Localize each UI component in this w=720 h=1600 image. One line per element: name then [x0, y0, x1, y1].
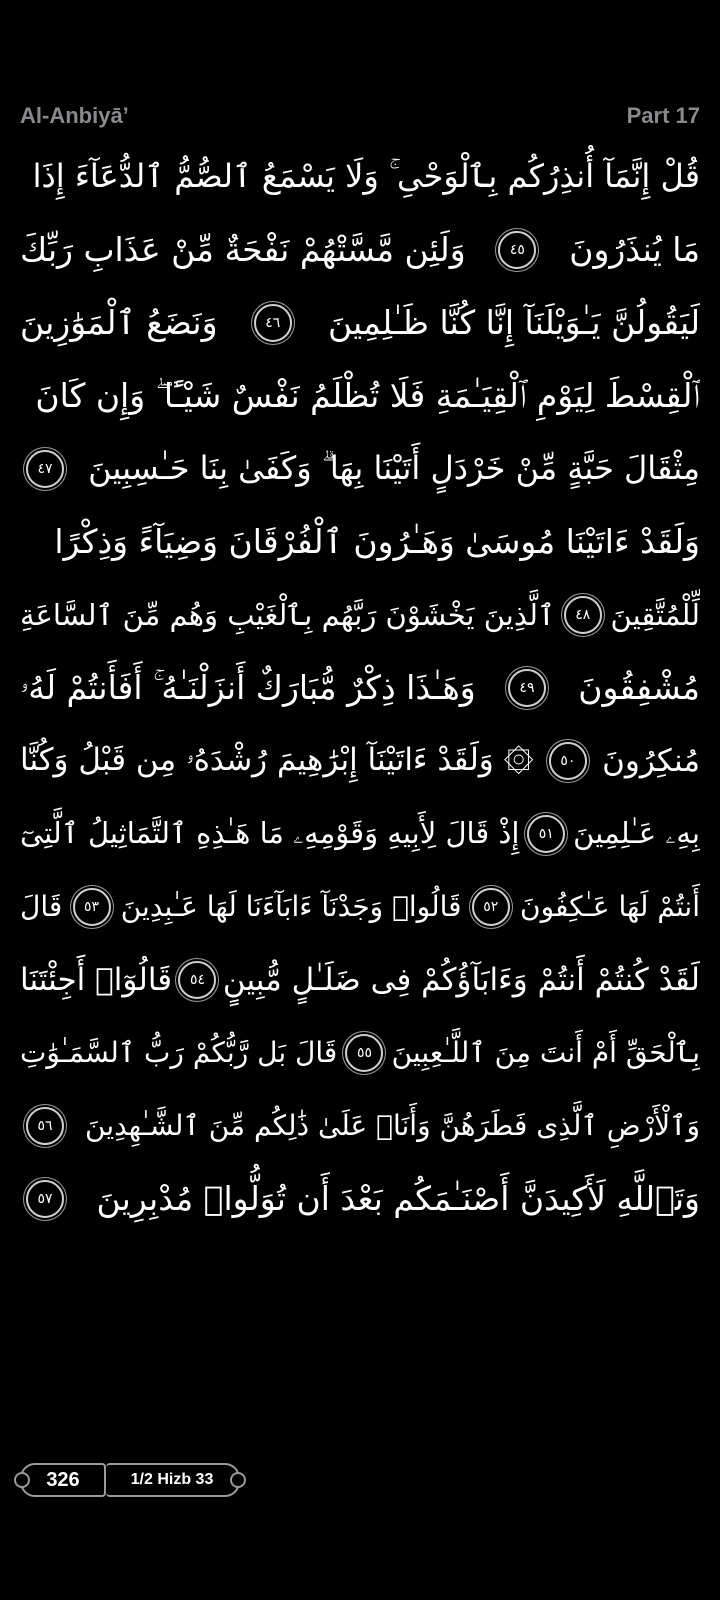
- verse-line: [20, 870, 700, 943]
- verse-line: [20, 286, 700, 359]
- verse-text: ۞ وَلَقَدْ ءَاتَيْنَآ إِبْرَٰهِيمَ رُشْدَهُۥ مِن قَبْلُ وَكُنَّا: [20, 742, 534, 778]
- verse-text: لِّلْمُتَّقِينَ: [610, 597, 700, 632]
- ayah-number-marker[interactable]: ٤٦: [254, 304, 292, 342]
- quran-page-text: [20, 140, 700, 1235]
- ayah-number-marker[interactable]: ٥١: [527, 815, 565, 853]
- verse-line: [20, 943, 700, 1016]
- verse-text: بِهِۦ عَـٰلِمِينَ: [573, 816, 700, 850]
- ayah-number-marker[interactable]: ٤٩: [508, 669, 546, 707]
- ayah-number-marker[interactable]: ٥٢: [472, 888, 510, 926]
- verse-text: وَلَئِن مَّسَّتْهُمْ نَفْحَةٌ مِّنْ عَذَابِ رَبِّكَ: [20, 230, 466, 269]
- verse-text: لَيَقُولُنَّ يَـٰوَيْلَنَآ إِنَّا كُنَّا ظَـٰلِمِينَ: [327, 303, 700, 342]
- hizb-badge: [106, 1463, 240, 1497]
- verse-text: وَهَـٰذَا ذِكْرٌ مُّبَارَكٌ أَنزَلْنَـٰهُ ۚ أَفَأَنتُمْ لَهُۥ: [20, 667, 476, 707]
- ayah-number-marker[interactable]: ٥٣: [73, 888, 111, 926]
- surah-name: Al-Anbiyā’: [20, 103, 129, 128]
- verse-text: قُلْ إِنَّمَآ أُنذِرُكُم بِٱلْوَحْىِ ۚ وَلَا يَسْمَعُ ٱلصُّمُّ ٱلدُّعَآءَ إِذَا: [32, 157, 700, 195]
- verse-line: [20, 797, 700, 870]
- verse-text: وَنَضَعُ ٱلْمَوَٰزِينَ: [20, 303, 218, 342]
- verse-text: أَنتُمْ لَهَا عَـٰكِفُونَ: [520, 890, 700, 923]
- verse-text: ٱلَّذِينَ يَخْشَوْنَ رَبَّهُم بِٱلْغَيْبِ وَهُم مِّنَ ٱلسَّاعَةِ: [20, 597, 555, 632]
- hizb-label: 1/2 Hizb 33: [130, 1471, 214, 1488]
- verse-line: [20, 578, 700, 651]
- verse-text: لَقَدْ كُنتُمْ أَنتُمْ وَءَابَآؤُكُمْ فِى ضَلَـٰلٍ مُّبِينٍ: [222, 961, 700, 998]
- verse-line: [20, 213, 700, 286]
- verse-text: مَا يُنذَرُونَ: [569, 230, 700, 269]
- verse-text: بِٱلْحَقِّ أَمْ أَنتَ مِنَ ٱللَّـٰعِبِينَ: [391, 1036, 700, 1069]
- ayah-number-marker[interactable]: ٤٥: [498, 231, 536, 269]
- verse-text: قَالَ بَل رَّبُّكُمْ رَبُّ ٱلسَّمَـٰوَٰتِ: [20, 1036, 338, 1069]
- verse-text: مِثْقَالَ حَبَّةٍ مِّنْ خَرْدَلٍ أَتَيْنَا بِهَا ۗ وَكَفَىٰ بِنَا حَـٰسِبِينَ: [88, 449, 700, 487]
- ayah-number-marker[interactable]: ٥٥: [345, 1034, 383, 1072]
- verse-line: [20, 505, 700, 578]
- verse-text: وَتَٱللَّهِ لَأَكِيدَنَّ أَصْنَـٰمَكُم بَعْدَ أَن تُوَلُّوا۟ مُدْبِرِينَ: [96, 1179, 700, 1218]
- verse-line: [20, 359, 700, 432]
- page-header: [20, 100, 700, 132]
- ayah-number-marker[interactable]: ٥٧: [26, 1180, 64, 1218]
- ayah-number-marker[interactable]: ٤٨: [564, 596, 602, 634]
- ayah-number-marker[interactable]: ٥٦: [26, 1107, 64, 1145]
- verse-text: قَالُوٓا۟ أَجِئْتَنَا: [20, 961, 173, 998]
- verse-text: قَالَ: [20, 890, 63, 923]
- ayah-number-marker[interactable]: ٤٧: [26, 450, 64, 488]
- verse-text: وَلَقَدْ ءَاتَيْنَا مُوسَىٰ وَهَـٰرُونَ ٱلْفُرْقَانَ وَضِيَآءً وَذِكْرًا: [54, 522, 700, 561]
- verse-text: إِذْ قَالَ لِأَبِيهِ وَقَوْمِهِۦ مَا هَـٰذِهِ ٱلتَّمَاثِيلُ ٱلَّتِىٓ: [20, 816, 520, 850]
- verse-line: [20, 651, 700, 724]
- page-number-badge: [20, 1463, 106, 1497]
- page-footer: [20, 1462, 240, 1498]
- verse-line: [20, 432, 700, 505]
- ayah-number-marker[interactable]: ٥٤: [178, 961, 216, 999]
- verse-line: [20, 1016, 700, 1089]
- verse-line: [20, 724, 700, 797]
- verse-text: مُنكِرُونَ: [602, 742, 700, 779]
- ayah-number-marker[interactable]: ٥٠: [549, 742, 587, 780]
- verse-text: مُشْفِقُونَ: [578, 668, 700, 707]
- part-label: Part 17: [626, 103, 700, 128]
- verse-text: قَالُوا۟ وَجَدْنَآ ءَابَآءَنَا لَهَا عَـٰبِدِينَ: [120, 890, 462, 923]
- verse-line: [20, 1162, 700, 1235]
- page-number: 326: [46, 1468, 80, 1491]
- verse-line: [20, 140, 700, 213]
- verse-text: وَٱلْأَرْضِ ٱلَّذِى فَطَرَهُنَّ وَأَنَا۠ عَلَىٰ ذَٰلِكُم مِّنَ ٱلشَّـٰهِدِينَ: [85, 1109, 700, 1142]
- verse-text: ٱلْقِسْطَ لِيَوْمِ ٱلْقِيَـٰمَةِ فَلَا تُظْلَمُ نَفْسٌ شَيْـًٔا ۖ وَإِن كَانَ: [35, 375, 700, 415]
- verse-line: [20, 1089, 700, 1162]
